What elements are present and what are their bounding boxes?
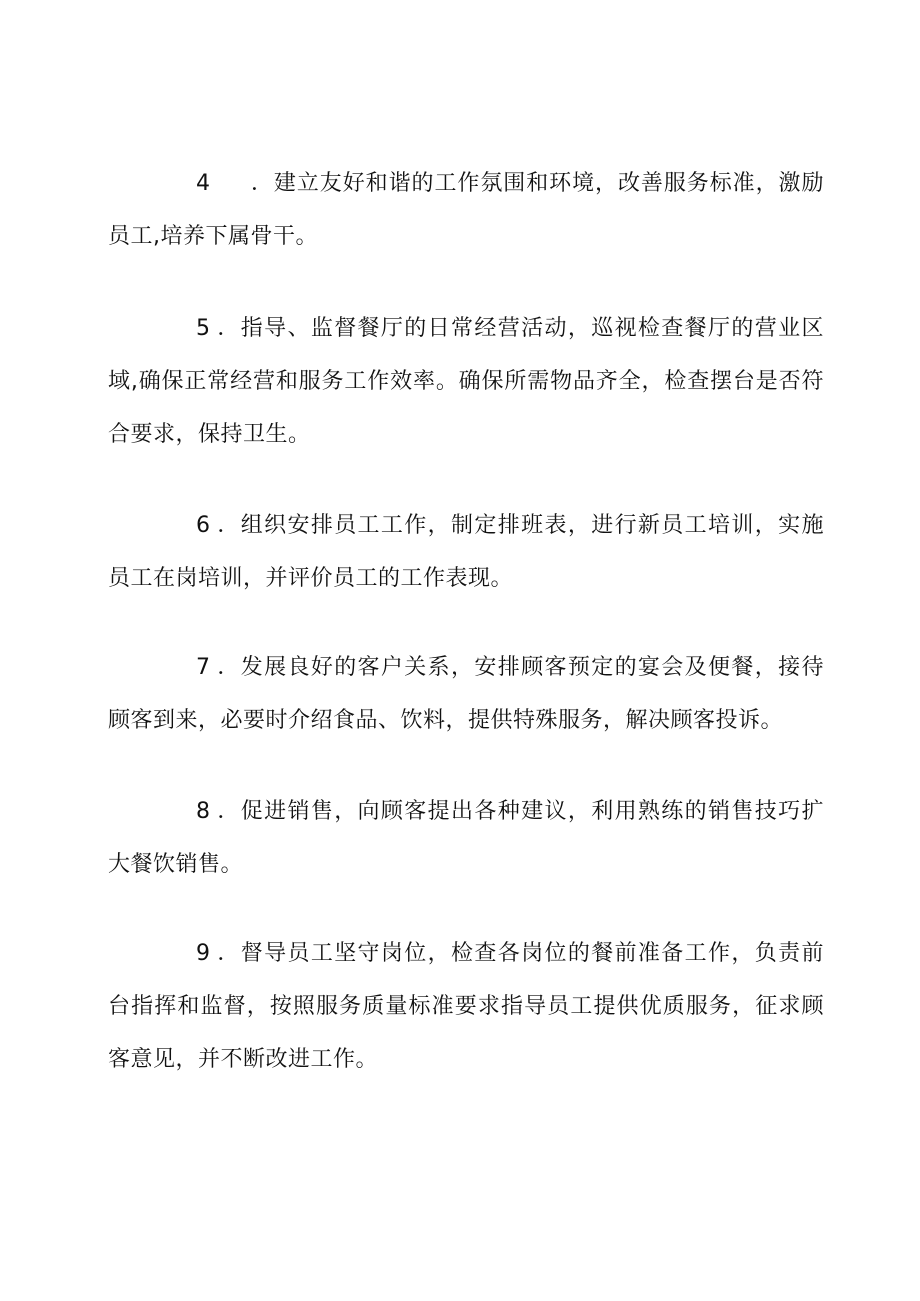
item-separator: ． [250,171,274,196]
item-text: 建立友好和谐的工作氛围和环境，改善服务标准，激励员工,培养下属骨干。 [108,171,824,249]
item-separator: ． [216,799,241,824]
item-text: 指导、监督餐厅的日常经营活动，巡视检查餐厅的营业区域,确保正常经营和服务工作效率。确保所需物品齐全，检查摆台是否符合要求，保持卫生。 [108,316,824,447]
item-number: 4 [196,171,211,196]
item-separator: ． [216,513,241,538]
list-item-7 [108,641,824,747]
list-item-8 [108,785,824,891]
item-number: 6 [196,513,211,538]
list-item-6 [108,499,824,605]
item-text: 组织安排员工工作，制定排班表，进行新员工培训，实施员工在岗培训，并评价员工的工作表现。 [108,513,824,591]
list-item-9 [108,927,824,1086]
item-number: 8 [196,799,211,824]
item-number: 9 [196,941,211,966]
list-item-5 [108,302,824,461]
item-text: 督导员工坚守岗位，检查各岗位的餐前准备工作，负责前台指挥和监督，按照服务质量标准要求指导员工提供优质服务，征求顾客意见，并不断改进工作。 [108,941,824,1072]
item-number: 7 [196,655,211,680]
list-item-4 [108,157,824,263]
item-separator: ． [216,941,241,966]
item-separator: ． [216,655,241,680]
item-number: 5 [196,316,211,341]
item-text: 促进销售，向顾客提出各种建议，利用熟练的销售技巧扩大餐饮销售。 [108,799,824,877]
item-separator: ． [216,316,241,341]
item-text: 发展良好的客户关系，安排顾客预定的宴会及便餐，接待顾客到来，必要时介绍食品、饮料，提供特殊服务，解决顾客投诉。 [108,655,824,733]
